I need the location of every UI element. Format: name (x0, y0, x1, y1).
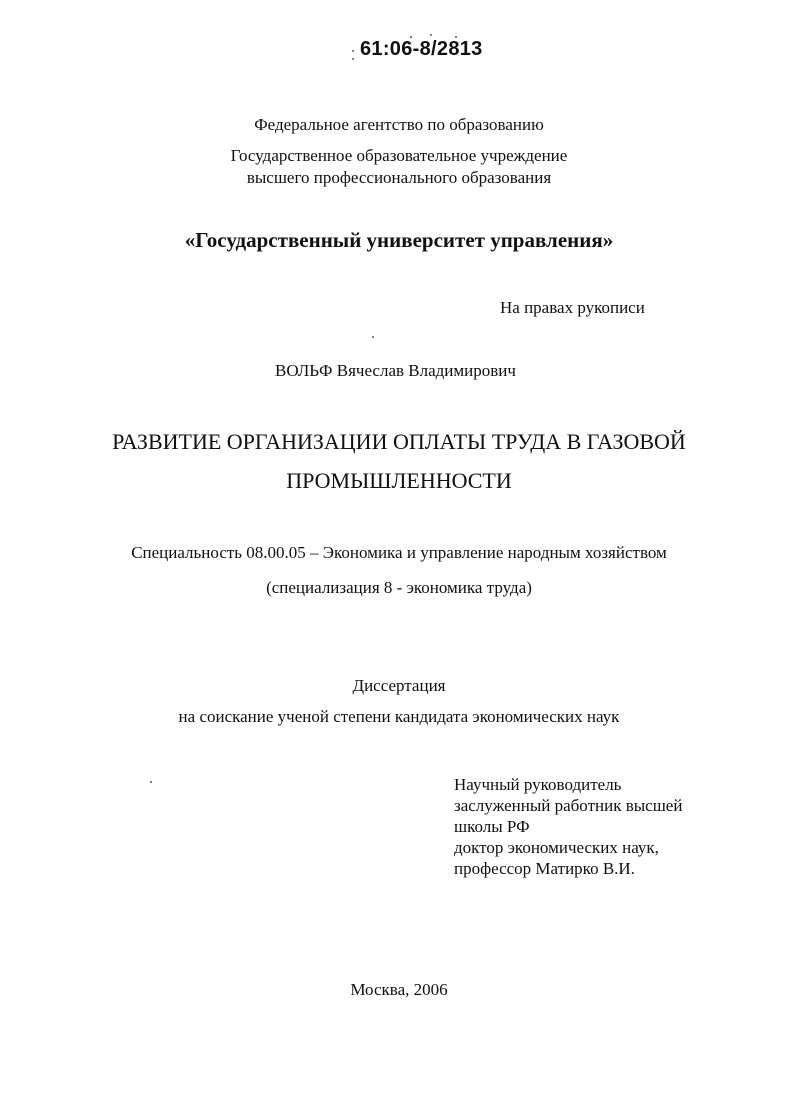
supervisor-line: школы РФ (454, 817, 530, 836)
supervisor-line: профессор Матирко В.И. (454, 859, 635, 878)
university-name: «Государственный университет управления» (184, 228, 614, 252)
dissertation-purpose: на соискание ученой степени кандидата экономических наук (178, 707, 620, 726)
scan-speck (372, 336, 374, 338)
rights-note: На правах рукописи (500, 298, 645, 317)
scan-speck (430, 34, 432, 36)
specialty-line-1: Специальность 08.00.05 – Экономика и управление народным хозяйством (131, 543, 667, 562)
agency-name: Федеральное агентство по образованию (254, 115, 544, 134)
author-name: ВОЛЬФ Вячеслав Владимирович (275, 361, 516, 380)
supervisor-line: доктор экономических наук, (454, 838, 659, 857)
dissertation-title-line-2: ПРОМЫШЛЕННОСТИ (286, 468, 512, 493)
city-year: Москва, 2006 (350, 980, 448, 999)
scan-speck (352, 58, 354, 60)
supervisor-block (454, 774, 754, 879)
supervisor-line: Научный руководитель (454, 775, 622, 794)
dissertation-title-line-1: РАЗВИТИЕ ОРГАНИЗАЦИИ ОПЛАТЫ ТРУДА В ГАЗОВОЙ (112, 429, 686, 454)
scan-speck (352, 50, 354, 52)
scan-speck (150, 781, 152, 783)
supervisor-line: заслуженный работник высшей (454, 796, 683, 815)
dissertation-label: Диссертация (352, 676, 446, 695)
institution-line-1: Государственное образовательное учреждение (230, 146, 568, 165)
catalog-number: 61:06-8/2813 (360, 38, 483, 60)
institution-line-2: высшего профессионального образования (246, 168, 552, 187)
specialty-line-2: (специализация 8 - экономика труда) (266, 578, 532, 597)
